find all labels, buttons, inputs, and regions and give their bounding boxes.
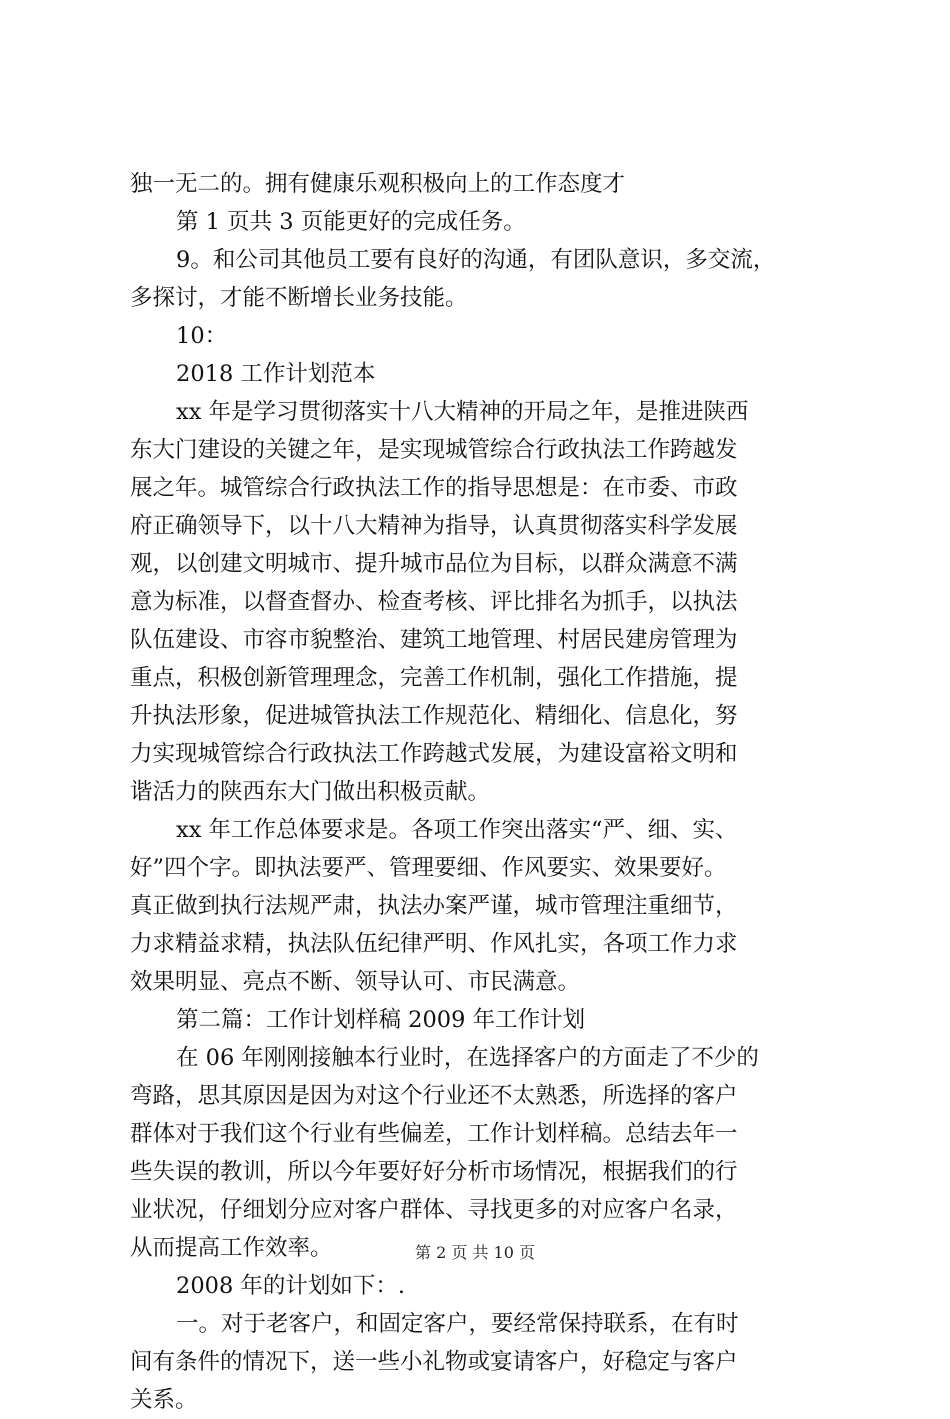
text-line: 业状况，仔细划分应对客户群体、寻找更多的对应客户名录， [130, 1197, 738, 1223]
text-line: 弯路，思其原因是因为对这个行业还不太熟悉，所选择的客户 [130, 1083, 738, 1109]
text-line: 效果明显、亮点不断、领导认可、市民满意。 [130, 969, 581, 995]
text-line: 观，以创建文明城市、提升城市品位为目标，以群众满意不满 [130, 551, 738, 577]
text-line: 从而提高工作效率。 [130, 1235, 333, 1261]
text-line: xx 年工作总体要求是。各项工作突出落实“严、细、实、 [176, 817, 738, 843]
text-line: xx 年是学习贯彻落实十八大精神的开局之年，是推进陕西 [176, 399, 749, 425]
text-line: 真正做到执行法规严肃，执法办案严谨，城市管理注重细节， [130, 893, 738, 919]
text-line: 第二篇：工作计划样稿 2009 年工作计划 [176, 1007, 586, 1033]
page-footer: 第 2 页 共 10 页 [415, 1243, 535, 1262]
text-line: 10： [176, 323, 228, 349]
text-line: 府正确领导下，以十八大精神为指导，认真贯彻落实科学发展 [130, 513, 738, 539]
text-line: 多探讨，才能不断增长业务技能。 [130, 285, 468, 311]
text-line: 间有条件的情况下，送一些小礼物或宴请客户，好稳定与客户 [130, 1349, 738, 1375]
text-line: 好”四个字。即执法要严、管理要细、作风要实、效果要好。 [130, 855, 727, 881]
text-line: 在 06 年刚刚接触本行业时，在选择客户的方面走了不少的 [176, 1045, 759, 1071]
text-line: 谐活力的陕西东大门做出积极贡献。 [130, 779, 491, 805]
text-line: 队伍建设、市容市貌整治、建筑工地管理、村居民建房管理为 [130, 627, 738, 653]
text-line: 东大门建设的关键之年，是实现城管综合行政执法工作跨越发 [130, 437, 738, 463]
text-line: 些失误的教训，所以今年要好好分析市场情况，根据我们的行 [130, 1159, 738, 1185]
text-line: 展之年。城管综合行政执法工作的指导思想是：在市委、市政 [130, 475, 738, 501]
text-line: 力实现城管综合行政执法工作跨越式发展，为建设富裕文明和 [130, 741, 738, 767]
text-line: 一。对于老客户，和固定客户，要经常保持联系，在有时 [176, 1311, 739, 1337]
text-line: 2018 工作计划范本 [176, 361, 376, 387]
text-line: 9。和公司其他员工要有良好的沟通，有团队意识，多交流， [176, 247, 776, 273]
text-line: 升执法形象，促进城管执法工作规范化、精细化、信息化，努 [130, 703, 738, 729]
text-line: 关系。 [130, 1387, 198, 1413]
document-body [130, 165, 830, 1419]
text-line: 独一无二的。拥有健康乐观积极向上的工作态度才 [130, 171, 626, 197]
text-line: 力求精益求精，执法队伍纪律严明、作风扎实，各项工作力求 [130, 931, 738, 957]
text-line: 重点，积极创新管理理念，完善工作机制，强化工作措施，提 [130, 665, 738, 691]
text-line: 群体对于我们这个行业有些偏差，工作计划样稿。总结去年一 [130, 1121, 738, 1147]
text-line: 意为标准，以督查督办、检查考核、评比排名为抓手，以执法 [130, 589, 738, 615]
text-line: 2008 年的计划如下：. [176, 1273, 406, 1299]
text-line: 第 1 页共 3 页能更好的完成任务。 [176, 209, 526, 235]
